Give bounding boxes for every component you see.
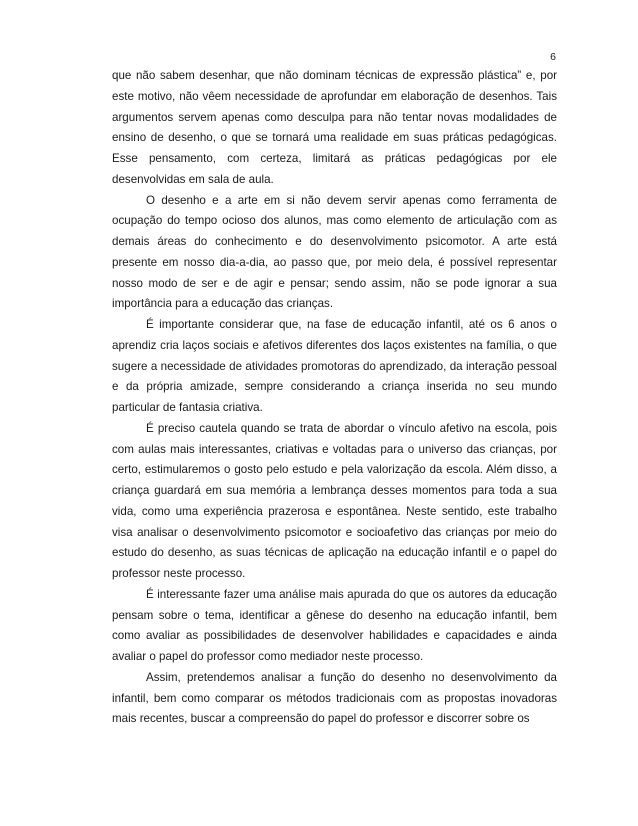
- paragraph-analysis: É interessante fazer uma análise mais apurada do que os autores da educação pensam sobre o tema, identificar a gênese do desenho na educação infantil, bem como avaliar as possibilidades de desenvolver habilidades e capacidades e ainda avaliar o papel do professor como mediador neste processo.: [112, 587, 557, 663]
- paragraph-continuation: que não sabem desenhar, que não dominam técnicas de expressão plástica” e, por este motivo, não vêem necessidade de aprofundar em elaboração de desenhos. Tais argumentos servem apenas como desculpa para não tentar novas modalidades de ensino de desenho, o que se tornará uma realidade em suas práticas pedagógicas. Esse pensamento, com certeza, limitará as práticas pedagógicas por ele desenvolvidas em sala de aula.: [112, 69, 557, 186]
- page-number: 6: [550, 51, 556, 63]
- paragraph-art-role: O desenho e a arte em si não devem servir apenas como ferramenta de ocupação do tempo ocioso dos alunos, mas como elemento de articulação com as demais áreas do conhecimento e do desenvolvimento psicomotor. A arte está presente em nosso dia-a-dia, ao passo que, por meio dela, é possível representar nosso modo de ser e de agir e pensar; sendo assim, não se pode ignorar a sua importância para a educação das crianças.: [112, 193, 557, 311]
- paragraph-objectives: Assim, pretendemos analisar a função do desenho no desenvolvimento da infantil, bem como comparar os métodos tradicionais com as propostas inovadoras mais recentes, buscar a compreensão do papel do professor e discorrer sobre os: [112, 670, 557, 726]
- paragraph-affective-bond: É preciso cautela quando se trata de abordar o vínculo afetivo na escola, pois com aulas mais interessantes, criativas e voltadas para o universo das crianças, por certo, estimularemos o gosto pelo estudo e pela valorização da escola. Além disso, a criança guardará em sua memória a lembrança desses momentos para toda a sua vida, como uma experiência prazerosa e espontânea. Neste sentido, este trabalho visa analisar o desenvolvimento psicomotor e socioafetivo das crianças por meio do estudo do desenho, as suas técnicas de aplicação na educação infantil e o papel do professor neste processo.: [112, 421, 557, 580]
- paragraph-early-education: É importante considerar que, na fase de educação infantil, até os 6 anos o aprendiz cria laços sociais e afetivos diferentes dos laços existentes na família, o que sugere a necessidade de atividades promotoras do aprendizado, da interação pessoal e da própria amizade, sempre considerando a criança inserida no seu mundo particular de fantasia criativa.: [112, 318, 557, 414]
- body-text: [112, 66, 557, 730]
